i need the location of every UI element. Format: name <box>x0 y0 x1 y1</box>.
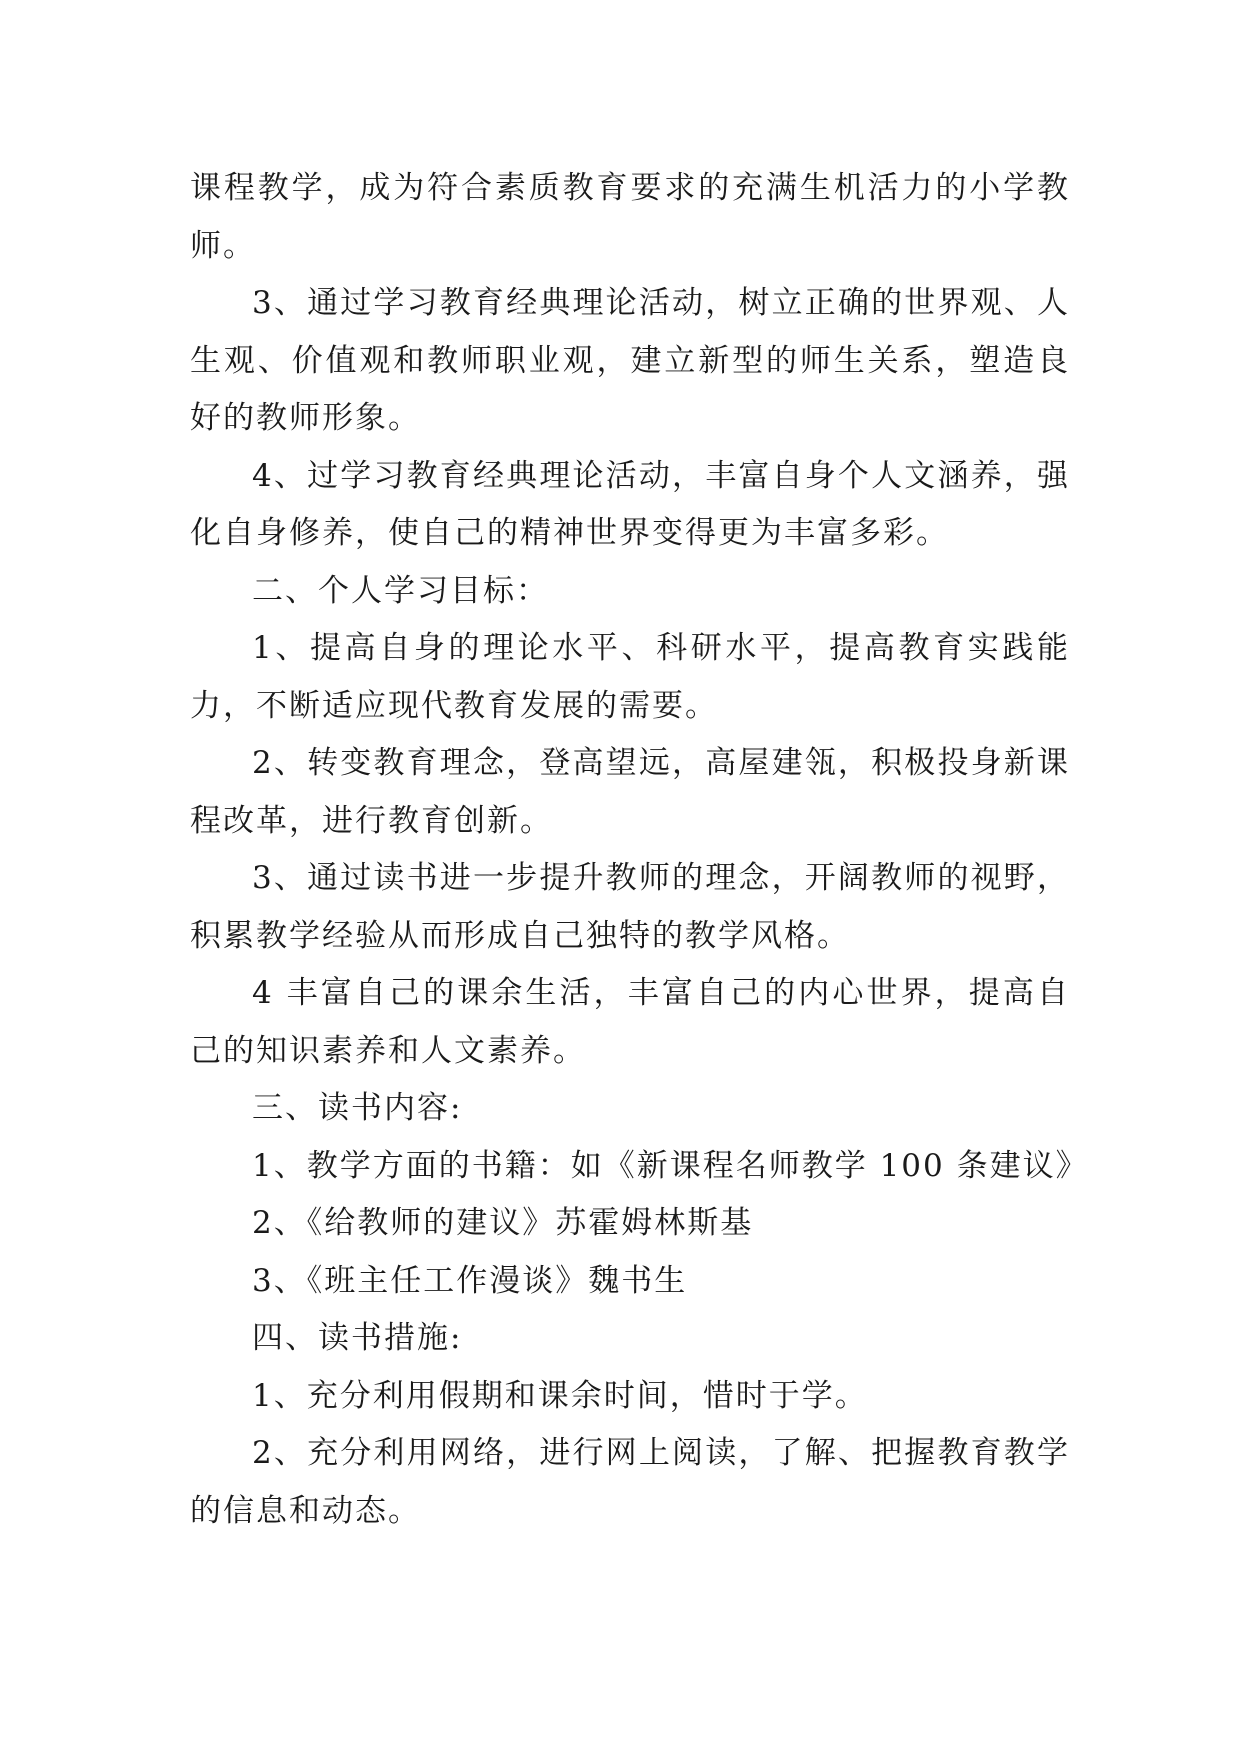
document-body <box>190 160 1089 1540</box>
paragraph-personal-goal-2: 2、转变教育理念，登高望远，高屋建瓴，积极投身新课程改革，进行教育创新。 <box>190 745 1070 839</box>
paragraph-goal-4: 4、过学习教育经典理论活动，丰富自身个人文涵养，强化自身修养，使自己的精神世界变得更为丰富多彩。 <box>190 457 1070 551</box>
section-heading-personal-goals: 二、个人学习目标： <box>252 572 549 609</box>
paragraph-measure-1: 1、充分利用假期和课余时间，惜时于学。 <box>252 1377 868 1414</box>
section-heading-reading-content: 三、读书内容: <box>252 1090 463 1126</box>
section-heading-reading-measures: 四、读书措施: <box>252 1320 463 1356</box>
paragraph-continuation: 课程教学，成为符合素质教育要求的充满生机活力的小学教师。 <box>190 170 1070 264</box>
paragraph-personal-goal-1: 1、提高自身的理论水平、科研水平，提高教育实践能力，不断适应现代教育发展的需要。 <box>190 630 1070 724</box>
paragraph-measure-2: 2、充分利用网络，进行网上阅读，了解、把握教育教学的信息和动态。 <box>190 1435 1070 1529</box>
paragraph-goal-3: 3、通过学习教育经典理论活动，树立正确的世界观、人生观、价值观和教师职业观，建立新型的师生关系，塑造良好的教师形象。 <box>190 285 1070 436</box>
list-item-book-3: 3、《班主任工作漫谈》魏书生 <box>252 1262 688 1299</box>
paragraph-personal-goal-4: 4 丰富自己的课余生活，丰富自己的内心世界，提高自己的知识素养和人文素养。 <box>190 975 1070 1069</box>
list-item-book-1: 1、教学方面的书籍：如《新课程名师教学 100 条建议》 <box>252 1147 1089 1184</box>
paragraph-personal-goal-3: 3、通过读书进一步提升教师的理念，开阔教师的视野，积累教学经验从而形成自己独特的教学风格。 <box>190 860 1070 954</box>
list-item-book-2: 2、《给教师的建议》苏霍姆林斯基 <box>252 1205 754 1241</box>
